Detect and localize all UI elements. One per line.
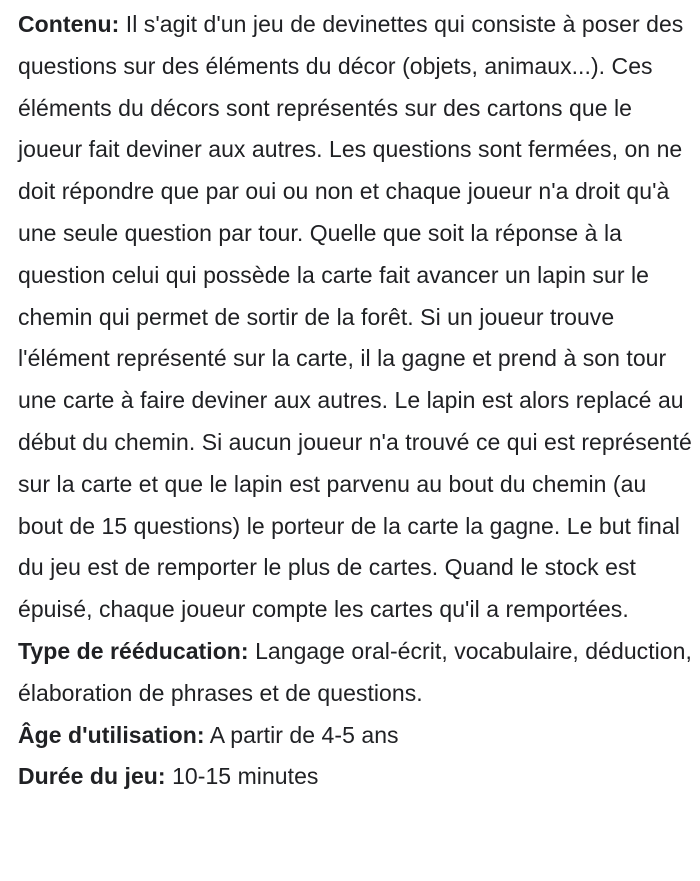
content-paragraph <box>18 4 692 631</box>
reeducation-text: Langage oral-écrit, vocabulaire, déduction, élaboration de phrases et de questions. <box>18 637 692 706</box>
duration-label: Durée du jeu: <box>18 763 166 790</box>
reeducation-label: Type de rééducation: <box>18 637 249 664</box>
content-text: Il s'agit d'un jeu de devinettes qui consiste à poser des questions sur des éléments du décor (objets, animaux...). Ces éléments du décors sont représentés sur des cartons que le joueur fait deviner aux autres. Les questions sont fermées, on ne doit répondre que par oui ou non et chaque joueur n'a droit qu'à une seule question par tour. Quelle que soit la réponse à la question celui qui possède la carte fait avancer un lapin sur le chemin qui permet de sortir de la forêt. Si un joueur trouve l'élément représenté sur la carte, il la gagne et prend à son tour une carte à faire deviner aux autres. Le lapin est alors replacé au début du chemin. Si aucun joueur n'a trouvé ce qui est représenté sur la carte et que le lapin est parvenu au bout du chemin (au bout de 15 questions) le porteur de la carte la gagne. Le but final du jeu est de remporter le plus de cartes. Quand le stock est épuisé, chaque joueur compte les cartes qu'il a remportées. <box>18 11 692 623</box>
reeducation-paragraph <box>18 631 692 715</box>
content-label: Contenu: <box>18 11 120 37</box>
age-label: Âge d'utilisation: <box>18 721 205 748</box>
duration-text: 10-15 minutes <box>165 763 319 790</box>
age-paragraph <box>18 715 692 757</box>
duration-paragraph <box>18 756 692 798</box>
age-text: A partir de 4-5 ans <box>204 721 399 748</box>
